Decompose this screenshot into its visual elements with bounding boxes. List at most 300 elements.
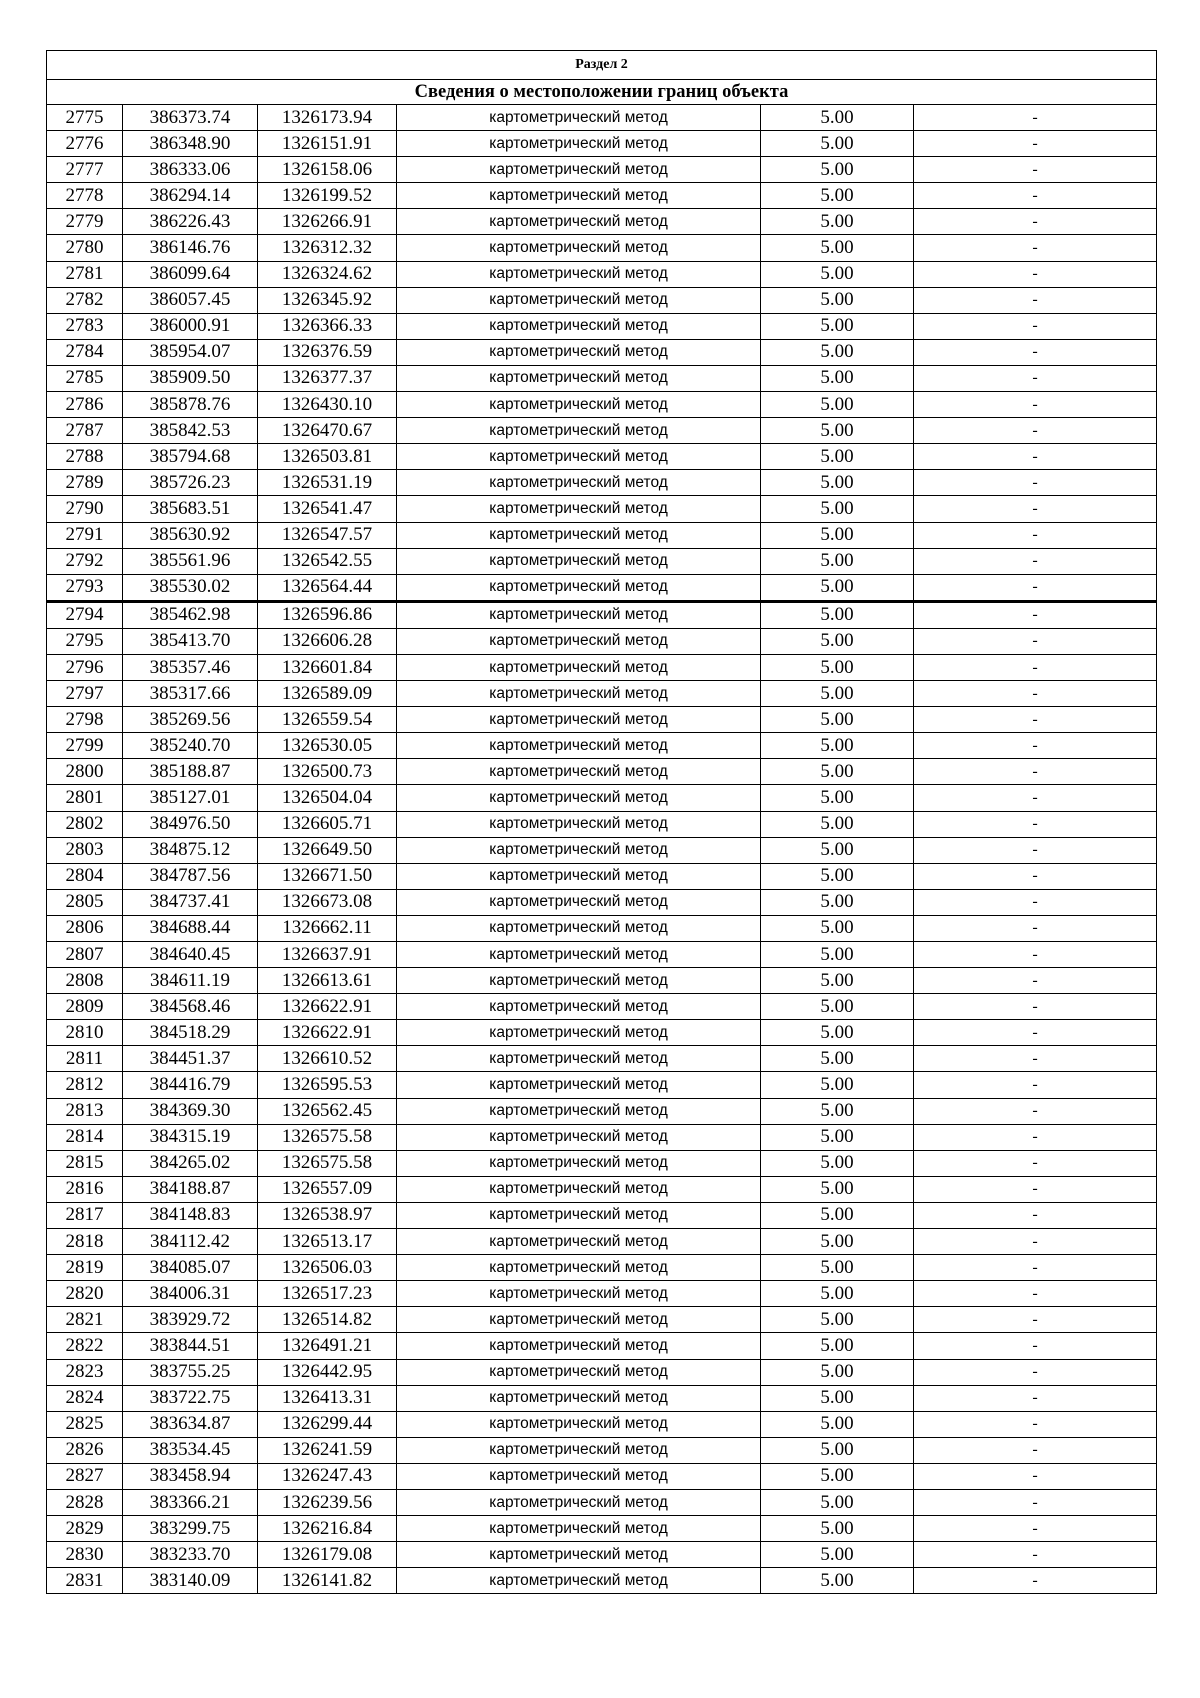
point-number-cell: 2814	[47, 1124, 123, 1150]
x-coordinate-cell: 384006.31	[123, 1281, 258, 1307]
y-coordinate-cell: 1326547.57	[258, 522, 397, 548]
table-row	[47, 522, 1157, 548]
x-coordinate-cell: 385909.50	[123, 365, 258, 391]
y-coordinate-cell: 1326531.19	[258, 470, 397, 496]
accuracy-cell: 5.00	[761, 157, 914, 183]
point-number-cell: 2784	[47, 339, 123, 365]
x-coordinate-cell: 384737.41	[123, 889, 258, 915]
method-cell: картометрический метод	[397, 759, 761, 785]
x-coordinate-cell: 383233.70	[123, 1542, 258, 1568]
description-cell: -	[914, 1202, 1157, 1228]
method-cell: картометрический метод	[397, 1229, 761, 1255]
table-row	[47, 863, 1157, 889]
table-row	[47, 1516, 1157, 1542]
point-number-cell: 2819	[47, 1255, 123, 1281]
method-cell: картометрический метод	[397, 339, 761, 365]
description-cell: -	[914, 1072, 1157, 1098]
point-number-cell: 2799	[47, 733, 123, 759]
table-row	[47, 418, 1157, 444]
point-number-cell: 2802	[47, 811, 123, 837]
method-cell: картометрический метод	[397, 1176, 761, 1202]
accuracy-cell: 5.00	[761, 470, 914, 496]
table-row	[47, 889, 1157, 915]
method-cell: картометрический метод	[397, 628, 761, 654]
y-coordinate-cell: 1326141.82	[258, 1568, 397, 1594]
table-row	[47, 548, 1157, 574]
x-coordinate-cell: 384112.42	[123, 1229, 258, 1255]
accuracy-cell: 5.00	[761, 968, 914, 994]
method-cell: картометрический метод	[397, 1255, 761, 1281]
description-cell: -	[914, 574, 1157, 601]
method-cell: картометрический метод	[397, 811, 761, 837]
description-cell: -	[914, 707, 1157, 733]
x-coordinate-cell: 385842.53	[123, 418, 258, 444]
accuracy-cell: 5.00	[761, 1411, 914, 1437]
y-coordinate-cell: 1326151.91	[258, 131, 397, 157]
x-coordinate-cell: 385462.98	[123, 601, 258, 628]
description-cell: -	[914, 1463, 1157, 1489]
point-number-cell: 2781	[47, 261, 123, 287]
description-cell: -	[914, 157, 1157, 183]
accuracy-cell: 5.00	[761, 183, 914, 209]
method-cell: картометрический метод	[397, 994, 761, 1020]
method-cell: картометрический метод	[397, 1359, 761, 1385]
point-number-cell: 2804	[47, 863, 123, 889]
description-cell: -	[914, 1385, 1157, 1411]
point-number-cell: 2791	[47, 522, 123, 548]
table-row	[47, 601, 1157, 628]
table-row	[47, 365, 1157, 391]
method-cell: картометрический метод	[397, 235, 761, 261]
method-cell: картометрический метод	[397, 365, 761, 391]
point-number-cell: 2786	[47, 392, 123, 418]
method-cell: картометрический метод	[397, 1542, 761, 1568]
description-cell: -	[914, 1489, 1157, 1515]
description-cell: -	[914, 209, 1157, 235]
y-coordinate-cell: 1326673.08	[258, 889, 397, 915]
method-cell: картометрический метод	[397, 261, 761, 287]
accuracy-cell: 5.00	[761, 1124, 914, 1150]
y-coordinate-cell: 1326575.58	[258, 1124, 397, 1150]
accuracy-cell: 5.00	[761, 1542, 914, 1568]
method-cell: картометрический метод	[397, 418, 761, 444]
point-number-cell: 2826	[47, 1437, 123, 1463]
table-row	[47, 287, 1157, 313]
table-row	[47, 1463, 1157, 1489]
method-cell: картометрический метод	[397, 522, 761, 548]
y-coordinate-cell: 1326564.44	[258, 574, 397, 601]
table-row	[47, 1281, 1157, 1307]
accuracy-cell: 5.00	[761, 1150, 914, 1176]
x-coordinate-cell: 383299.75	[123, 1516, 258, 1542]
description-cell: -	[914, 1307, 1157, 1333]
method-cell: картометрический метод	[397, 209, 761, 235]
x-coordinate-cell: 383722.75	[123, 1385, 258, 1411]
description-cell: -	[914, 733, 1157, 759]
x-coordinate-cell: 383844.51	[123, 1333, 258, 1359]
accuracy-cell: 5.00	[761, 287, 914, 313]
accuracy-cell: 5.00	[761, 654, 914, 680]
accuracy-cell: 5.00	[761, 1489, 914, 1515]
y-coordinate-cell: 1326247.43	[258, 1463, 397, 1489]
accuracy-cell: 5.00	[761, 131, 914, 157]
accuracy-cell: 5.00	[761, 1098, 914, 1124]
method-cell: картометрический метод	[397, 1150, 761, 1176]
table-row	[47, 1072, 1157, 1098]
table-row	[47, 574, 1157, 601]
description-cell: -	[914, 339, 1157, 365]
x-coordinate-cell: 385954.07	[123, 339, 258, 365]
point-number-cell: 2823	[47, 1359, 123, 1385]
y-coordinate-cell: 1326671.50	[258, 863, 397, 889]
accuracy-cell: 5.00	[761, 1385, 914, 1411]
description-cell: -	[914, 968, 1157, 994]
accuracy-cell: 5.00	[761, 1046, 914, 1072]
description-cell: -	[914, 287, 1157, 313]
x-coordinate-cell: 384640.45	[123, 942, 258, 968]
point-number-cell: 2806	[47, 915, 123, 941]
method-cell: картометрический метод	[397, 287, 761, 313]
description-cell: -	[914, 1124, 1157, 1150]
x-coordinate-cell: 385188.87	[123, 759, 258, 785]
x-coordinate-cell: 385878.76	[123, 392, 258, 418]
y-coordinate-cell: 1326503.81	[258, 444, 397, 470]
y-coordinate-cell: 1326500.73	[258, 759, 397, 785]
table-row	[47, 1359, 1157, 1385]
y-coordinate-cell: 1326413.31	[258, 1385, 397, 1411]
description-cell: -	[914, 131, 1157, 157]
point-number-cell: 2821	[47, 1307, 123, 1333]
method-cell: картометрический метод	[397, 1437, 761, 1463]
y-coordinate-cell: 1326239.56	[258, 1489, 397, 1515]
method-cell: картометрический метод	[397, 313, 761, 339]
x-coordinate-cell: 383140.09	[123, 1568, 258, 1594]
x-coordinate-cell: 386373.74	[123, 105, 258, 131]
table-row	[47, 811, 1157, 837]
y-coordinate-cell: 1326299.44	[258, 1411, 397, 1437]
description-cell: -	[914, 1020, 1157, 1046]
y-coordinate-cell: 1326541.47	[258, 496, 397, 522]
x-coordinate-cell: 386348.90	[123, 131, 258, 157]
y-coordinate-cell: 1326504.04	[258, 785, 397, 811]
x-coordinate-cell: 385794.68	[123, 444, 258, 470]
point-number-cell: 2820	[47, 1281, 123, 1307]
table-row	[47, 339, 1157, 365]
y-coordinate-cell: 1326216.84	[258, 1516, 397, 1542]
description-cell: -	[914, 470, 1157, 496]
table-row	[47, 444, 1157, 470]
description-cell: -	[914, 183, 1157, 209]
accuracy-cell: 5.00	[761, 733, 914, 759]
description-cell: -	[914, 1437, 1157, 1463]
y-coordinate-cell: 1326158.06	[258, 157, 397, 183]
point-number-cell: 2831	[47, 1568, 123, 1594]
description-cell: -	[914, 1229, 1157, 1255]
table-row	[47, 470, 1157, 496]
point-number-cell: 2793	[47, 574, 123, 601]
table-row	[47, 183, 1157, 209]
x-coordinate-cell: 383534.45	[123, 1437, 258, 1463]
y-coordinate-cell: 1326506.03	[258, 1255, 397, 1281]
y-coordinate-cell: 1326542.55	[258, 548, 397, 574]
x-coordinate-cell: 384416.79	[123, 1072, 258, 1098]
y-coordinate-cell: 1326610.52	[258, 1046, 397, 1072]
method-cell: картометрический метод	[397, 131, 761, 157]
table-row	[47, 131, 1157, 157]
method-cell: картометрический метод	[397, 1568, 761, 1594]
description-cell: -	[914, 392, 1157, 418]
point-number-cell: 2818	[47, 1229, 123, 1255]
table-title: Сведения о местоположении границ объекта	[47, 80, 1157, 105]
y-coordinate-cell: 1326442.95	[258, 1359, 397, 1385]
point-number-cell: 2801	[47, 785, 123, 811]
x-coordinate-cell: 386099.64	[123, 261, 258, 287]
method-cell: картометрический метод	[397, 785, 761, 811]
method-cell: картометрический метод	[397, 1281, 761, 1307]
accuracy-cell: 5.00	[761, 209, 914, 235]
description-cell: -	[914, 785, 1157, 811]
accuracy-cell: 5.00	[761, 1229, 914, 1255]
accuracy-cell: 5.00	[761, 1255, 914, 1281]
y-coordinate-cell: 1326514.82	[258, 1307, 397, 1333]
table-row	[47, 1411, 1157, 1437]
accuracy-cell: 5.00	[761, 1020, 914, 1046]
method-cell: картометрический метод	[397, 942, 761, 968]
method-cell: картометрический метод	[397, 681, 761, 707]
accuracy-cell: 5.00	[761, 313, 914, 339]
description-cell: -	[914, 1176, 1157, 1202]
point-number-cell: 2800	[47, 759, 123, 785]
section-header-row	[47, 51, 1157, 80]
point-number-cell: 2828	[47, 1489, 123, 1515]
accuracy-cell: 5.00	[761, 628, 914, 654]
table-row	[47, 915, 1157, 941]
description-cell: -	[914, 496, 1157, 522]
accuracy-cell: 5.00	[761, 1072, 914, 1098]
method-cell: картометрический метод	[397, 915, 761, 941]
point-number-cell: 2815	[47, 1150, 123, 1176]
table-row	[47, 1150, 1157, 1176]
accuracy-cell: 5.00	[761, 444, 914, 470]
point-number-cell: 2776	[47, 131, 123, 157]
table-row	[47, 654, 1157, 680]
table-row	[47, 968, 1157, 994]
table-row	[47, 1176, 1157, 1202]
method-cell: картометрический метод	[397, 1489, 761, 1515]
y-coordinate-cell: 1326562.45	[258, 1098, 397, 1124]
table-row	[47, 785, 1157, 811]
table-row	[47, 105, 1157, 131]
x-coordinate-cell: 384568.46	[123, 994, 258, 1020]
description-cell: -	[914, 601, 1157, 628]
method-cell: картометрический метод	[397, 1333, 761, 1359]
method-cell: картометрический метод	[397, 889, 761, 915]
x-coordinate-cell: 384518.29	[123, 1020, 258, 1046]
x-coordinate-cell: 383366.21	[123, 1489, 258, 1515]
table-row	[47, 496, 1157, 522]
point-number-cell: 2798	[47, 707, 123, 733]
y-coordinate-cell: 1326605.71	[258, 811, 397, 837]
x-coordinate-cell: 383458.94	[123, 1463, 258, 1489]
table-row	[47, 209, 1157, 235]
x-coordinate-cell: 384188.87	[123, 1176, 258, 1202]
point-number-cell: 2775	[47, 105, 123, 131]
point-number-cell: 2803	[47, 837, 123, 863]
point-number-cell: 2780	[47, 235, 123, 261]
y-coordinate-cell: 1326179.08	[258, 1542, 397, 1568]
table-row	[47, 733, 1157, 759]
point-number-cell: 2797	[47, 681, 123, 707]
description-cell: -	[914, 444, 1157, 470]
table-row	[47, 1307, 1157, 1333]
x-coordinate-cell: 384611.19	[123, 968, 258, 994]
accuracy-cell: 5.00	[761, 942, 914, 968]
y-coordinate-cell: 1326596.86	[258, 601, 397, 628]
table-row	[47, 1437, 1157, 1463]
x-coordinate-cell: 384265.02	[123, 1150, 258, 1176]
method-cell: картометрический метод	[397, 733, 761, 759]
x-coordinate-cell: 383755.25	[123, 1359, 258, 1385]
point-number-cell: 2817	[47, 1202, 123, 1228]
accuracy-cell: 5.00	[761, 1176, 914, 1202]
y-coordinate-cell: 1326513.17	[258, 1229, 397, 1255]
accuracy-cell: 5.00	[761, 392, 914, 418]
method-cell: картометрический метод	[397, 1020, 761, 1046]
x-coordinate-cell: 385630.92	[123, 522, 258, 548]
table-row	[47, 628, 1157, 654]
description-cell: -	[914, 994, 1157, 1020]
x-coordinate-cell: 385413.70	[123, 628, 258, 654]
accuracy-cell: 5.00	[761, 1568, 914, 1594]
method-cell: картометрический метод	[397, 548, 761, 574]
point-number-cell: 2790	[47, 496, 123, 522]
x-coordinate-cell: 384976.50	[123, 811, 258, 837]
table-row	[47, 759, 1157, 785]
table-row	[47, 994, 1157, 1020]
method-cell: картометрический метод	[397, 1072, 761, 1098]
y-coordinate-cell: 1326324.62	[258, 261, 397, 287]
accuracy-cell: 5.00	[761, 837, 914, 863]
x-coordinate-cell: 384688.44	[123, 915, 258, 941]
method-cell: картометрический метод	[397, 1516, 761, 1542]
x-coordinate-cell: 384315.19	[123, 1124, 258, 1150]
y-coordinate-cell: 1326491.21	[258, 1333, 397, 1359]
point-number-cell: 2807	[47, 942, 123, 968]
point-number-cell: 2808	[47, 968, 123, 994]
description-cell: -	[914, 759, 1157, 785]
description-cell: -	[914, 1359, 1157, 1385]
accuracy-cell: 5.00	[761, 915, 914, 941]
method-cell: картометрический метод	[397, 1046, 761, 1072]
y-coordinate-cell: 1326538.97	[258, 1202, 397, 1228]
description-cell: -	[914, 365, 1157, 391]
description-cell: -	[914, 1333, 1157, 1359]
table-row	[47, 1255, 1157, 1281]
x-coordinate-cell: 385240.70	[123, 733, 258, 759]
accuracy-cell: 5.00	[761, 496, 914, 522]
accuracy-cell: 5.00	[761, 863, 914, 889]
point-number-cell: 2824	[47, 1385, 123, 1411]
point-number-cell: 2796	[47, 654, 123, 680]
method-cell: картометрический метод	[397, 707, 761, 733]
description-cell: -	[914, 837, 1157, 863]
method-cell: картометрический метод	[397, 157, 761, 183]
section-label: Раздел 2	[47, 51, 1157, 80]
table-row	[47, 1124, 1157, 1150]
accuracy-cell: 5.00	[761, 548, 914, 574]
y-coordinate-cell: 1326575.58	[258, 1150, 397, 1176]
y-coordinate-cell: 1326601.84	[258, 654, 397, 680]
accuracy-cell: 5.00	[761, 1307, 914, 1333]
table-row	[47, 1020, 1157, 1046]
x-coordinate-cell: 385269.56	[123, 707, 258, 733]
point-number-cell: 2778	[47, 183, 123, 209]
description-cell: -	[914, 105, 1157, 131]
point-number-cell: 2783	[47, 313, 123, 339]
point-number-cell: 2777	[47, 157, 123, 183]
table-row	[47, 1385, 1157, 1411]
accuracy-cell: 5.00	[761, 1463, 914, 1489]
y-coordinate-cell: 1326312.32	[258, 235, 397, 261]
x-coordinate-cell: 384148.83	[123, 1202, 258, 1228]
description-cell: -	[914, 1255, 1157, 1281]
accuracy-cell: 5.00	[761, 418, 914, 444]
point-number-cell: 2812	[47, 1072, 123, 1098]
description-cell: -	[914, 1098, 1157, 1124]
point-number-cell: 2805	[47, 889, 123, 915]
description-cell: -	[914, 548, 1157, 574]
method-cell: картометрический метод	[397, 1307, 761, 1333]
description-cell: -	[914, 654, 1157, 680]
description-cell: -	[914, 628, 1157, 654]
accuracy-cell: 5.00	[761, 522, 914, 548]
accuracy-cell: 5.00	[761, 601, 914, 628]
table-row	[47, 1046, 1157, 1072]
accuracy-cell: 5.00	[761, 1359, 914, 1385]
table-row	[47, 1202, 1157, 1228]
x-coordinate-cell: 384369.30	[123, 1098, 258, 1124]
y-coordinate-cell: 1326345.92	[258, 287, 397, 313]
method-cell: картометрический метод	[397, 1463, 761, 1489]
x-coordinate-cell: 385561.96	[123, 548, 258, 574]
x-coordinate-cell: 386000.91	[123, 313, 258, 339]
point-number-cell: 2810	[47, 1020, 123, 1046]
description-cell: -	[914, 863, 1157, 889]
table-row	[47, 157, 1157, 183]
description-cell: -	[914, 1150, 1157, 1176]
x-coordinate-cell: 386057.45	[123, 287, 258, 313]
point-number-cell: 2822	[47, 1333, 123, 1359]
x-coordinate-cell: 385530.02	[123, 574, 258, 601]
y-coordinate-cell: 1326376.59	[258, 339, 397, 365]
accuracy-cell: 5.00	[761, 759, 914, 785]
description-cell: -	[914, 1046, 1157, 1072]
method-cell: картометрический метод	[397, 654, 761, 680]
x-coordinate-cell: 383929.72	[123, 1307, 258, 1333]
x-coordinate-cell: 385317.66	[123, 681, 258, 707]
description-cell: -	[914, 1281, 1157, 1307]
description-cell: -	[914, 915, 1157, 941]
method-cell: картометрический метод	[397, 601, 761, 628]
x-coordinate-cell: 383634.87	[123, 1411, 258, 1437]
description-cell: -	[914, 313, 1157, 339]
point-number-cell: 2788	[47, 444, 123, 470]
table-row	[47, 942, 1157, 968]
x-coordinate-cell: 385683.51	[123, 496, 258, 522]
y-coordinate-cell: 1326530.05	[258, 733, 397, 759]
accuracy-cell: 5.00	[761, 261, 914, 287]
description-cell: -	[914, 261, 1157, 287]
